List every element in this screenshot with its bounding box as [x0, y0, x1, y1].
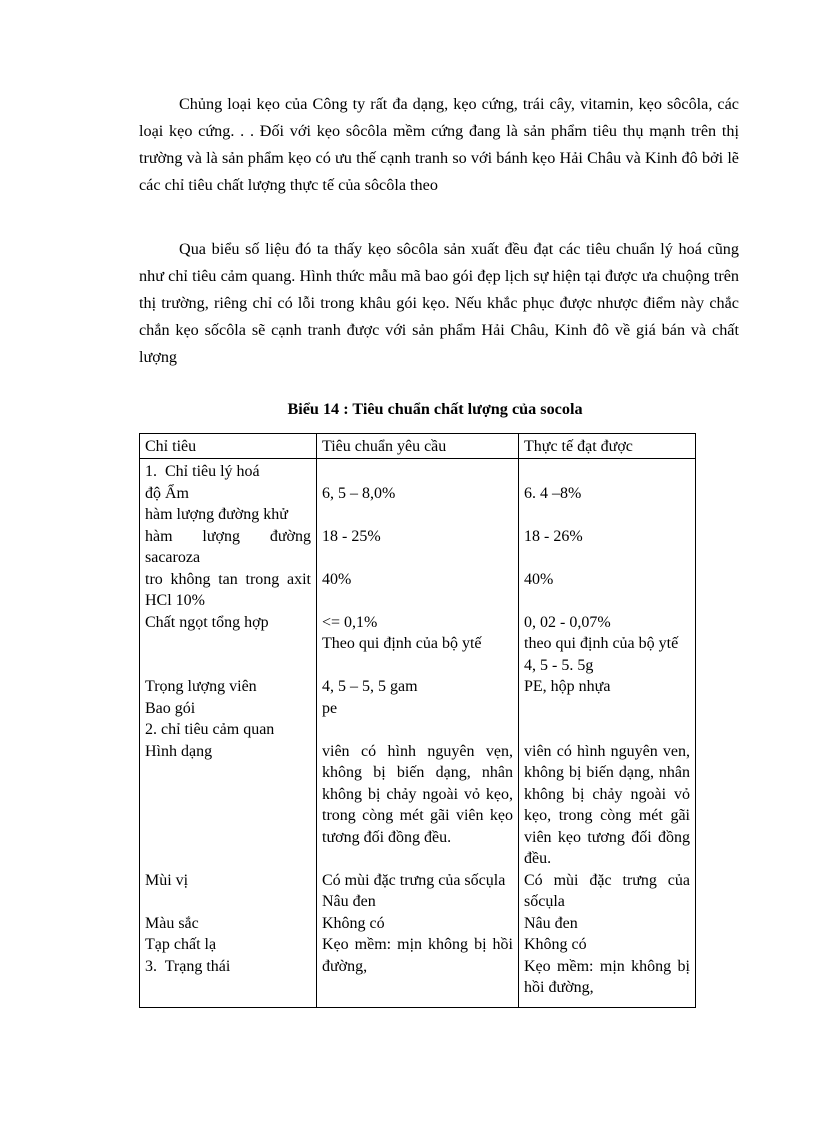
- criteria-cell: [140, 459, 317, 1008]
- header-actual-result: Thực tế đạt được: [519, 434, 696, 459]
- table-title: Biểu 14 : Tiêu chuẩn chất lượng của socola: [287, 400, 583, 418]
- header-required-standard: Tiêu chuẩn yêu cầu: [317, 434, 519, 459]
- actual-result-cell: [519, 459, 696, 1008]
- required-standard-cell: [317, 459, 519, 1008]
- table-header-row: [140, 434, 696, 459]
- table-row: [140, 459, 696, 1008]
- criteria-text: 1. Chỉ tiêu lý hoá độ Ẩm hàm lượng đường khử hàm lượng đường sacaroza tro không tan trong axit HCl 10% Chất ngọt tổng hợp Trọng lượng viên Bao gói 2. chỉ tiêu cảm quan Hình dạng Mùi vị Màu sắc Tạp chất lạ 3. Trạng thái: [145, 463, 311, 975]
- paragraph-2: Qua biểu số liệu đó ta thấy kẹo sôcôla sản xuất đều đạt các tiêu chuẩn lý hoá cũng như chỉ tiêu cảm quang. Hình thức mẫu mã bao gói đẹp lịch sự hiện tại được ưa chuộng trên thị trường, riêng chỉ có lỗi trong khâu gói kẹo. Nếu khắc phục được nhược điểm này chắc chắn kẹo sốcôla sẽ cạnh tranh được với sản phẩm Hải Châu, Kinh đô về giá bán và chất lượng: [139, 240, 739, 366]
- actual-result-text: 6. 4 –8% 18 - 26% 40% 0, 02 - 0,07% theo qui định của bộ ytế 4, 5 - 5. 5g PE, hộp nhựa viên có hình nguyên ven, không bị biến dạng, nhân không bị chảy ngoài vỏ kẹo, trong còng mét gãi viên kẹo tương đối đồng đều. Có mùi đặc trưng của sốcụla Nâu đen Không có Kẹo mềm: mịn không bị hồi đường,: [524, 484, 690, 996]
- required-standard-text: 6, 5 – 8,0% 18 - 25% 40% <= 0,1% Theo qui định của bộ ytế 4, 5 – 5, 5 gam pe viên có hình nguyên vẹn, không bị biến dạng, nhân không bị chảy ngoài vỏ kẹo, trong còng mét gãi viên kẹo tương đối đồng đều. Có mùi đặc trưng của sốcụla Nâu đen Không có Kẹo mềm: mịn không bị hồi đường,: [322, 484, 513, 975]
- paragraph-1: Chủng loại kẹo của Công ty rất đa dạng, kẹo cứng, trái cây, vitamin, kẹo sôcôla, các loại kẹo cứng. . . Đối với kẹo sôcôla mềm cứng đang là sản phẩm tiêu thụ mạnh trên thị trường và là sản phẩm kẹo có ưu thế cạnh tranh so với bánh kẹo Hải Châu và Kinh đô bởi lẽ các chỉ tiêu chất lượng thực tế của sôcôla theo: [139, 95, 739, 194]
- header-criteria: Chỉ tiêu: [140, 434, 317, 459]
- quality-standard-table: [139, 433, 696, 1008]
